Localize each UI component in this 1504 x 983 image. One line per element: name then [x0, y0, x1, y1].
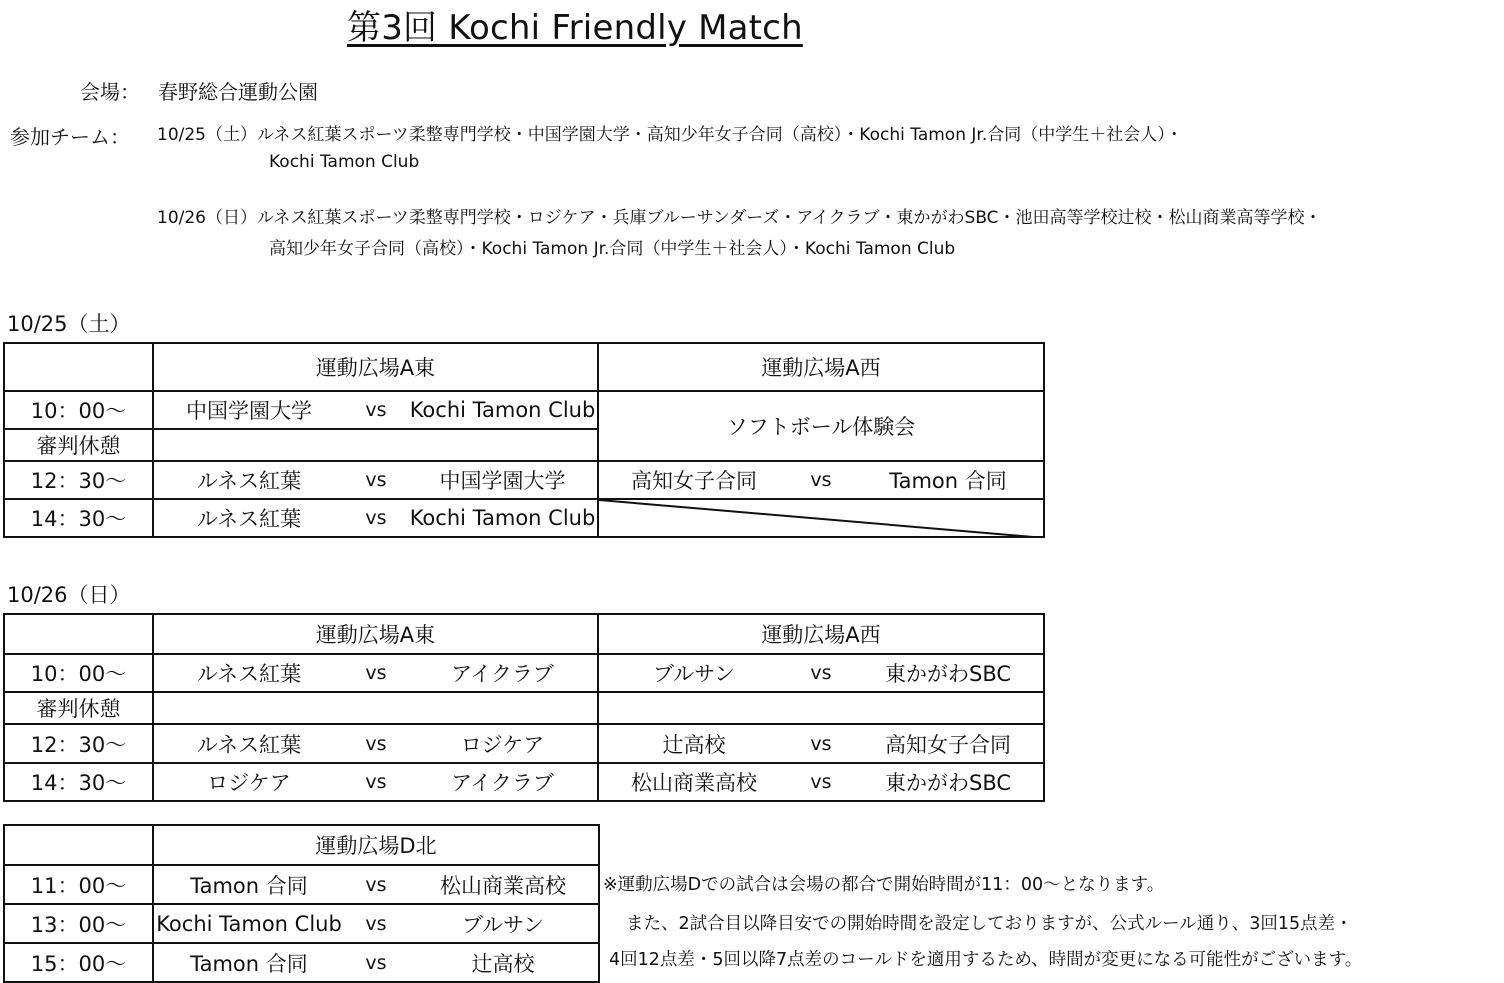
time-cell: 14：30～ — [4, 499, 153, 537]
match-cell — [153, 499, 598, 537]
match-cell — [153, 461, 598, 499]
vs-label: vs — [365, 912, 387, 935]
match-cell — [598, 654, 1044, 692]
team-away: ロジケア — [460, 732, 545, 757]
note-line: 4回12点差・5回以降7点差のコールドを適用するため、時間が変更になる可能性がございます。 — [609, 950, 1363, 970]
note-line: ※運動広場Dでの試合は会場の都合で開始時間が11：00～となります。 — [603, 875, 1165, 895]
day2-schedule-table — [3, 613, 1045, 802]
header-field-d-north: 運動広場D北 — [153, 825, 599, 865]
team-away: ブルサン — [461, 912, 545, 937]
time-cell: 10：00～ — [4, 654, 153, 692]
day2-field-d-table — [3, 824, 600, 983]
team-away: Kochi Tamon Club — [409, 398, 596, 422]
vs-label: vs — [365, 662, 387, 684]
team-home: Tamon 合同 — [190, 873, 308, 898]
corner-cell — [4, 343, 153, 391]
empty-cell — [153, 429, 598, 461]
team-home: 松山商業高校 — [631, 771, 757, 795]
header-field-a-west: 運動広場A西 — [598, 614, 1044, 654]
softball-event-cell: ソフトボール体験会 — [598, 391, 1044, 461]
empty-cell — [153, 692, 598, 724]
vs-label: vs — [365, 399, 387, 421]
team-home: ロジケア — [207, 771, 291, 795]
participants-line: 10/26（日）ルネス紅葉スポーツ柔整専門学校・ロジケア・兵庫ブルーサンダーズ・アイクラブ・東かがわSBC・池田高等学校辻校・松山商業高等学校・ — [157, 208, 1322, 228]
header-field-a-east: 運動広場A東 — [153, 343, 598, 391]
page-title: 第3回 Kochi Friendly Match — [347, 8, 803, 48]
match-cell — [153, 904, 599, 943]
day1-schedule-table — [3, 342, 1045, 538]
match-cell — [153, 654, 598, 692]
match-cell — [598, 724, 1044, 763]
team-away: Kochi Tamon Club — [409, 506, 596, 530]
corner-cell — [4, 614, 153, 654]
team-home: ルネス紅葉 — [196, 469, 302, 493]
team-home: ブルサン — [652, 662, 736, 686]
match-cell — [153, 391, 598, 429]
match-cell — [598, 763, 1044, 801]
break-cell: 審判休憩 — [4, 429, 153, 461]
note-line: また、2試合目以降目安での開始時間を設定しておりますが、公式ルール通り、3回15点差・ — [626, 914, 1353, 934]
empty-cell — [598, 692, 1044, 724]
match-cell — [598, 461, 1044, 499]
time-cell: 12：30～ — [4, 461, 153, 499]
vs-label: vs — [810, 732, 832, 755]
time-cell: 13：00～ — [4, 904, 153, 943]
team-home: ルネス紅葉 — [196, 662, 302, 686]
participants-line: 高知少年女子合同（高校）・Kochi Tamon Jr.合同（中学生＋社会人）・Kochi Tamon Club — [269, 239, 956, 259]
team-away: 辻高校 — [471, 951, 535, 976]
vs-label: vs — [810, 662, 832, 684]
time-cell: 12：30～ — [4, 724, 153, 763]
time-cell: 15：00～ — [4, 943, 153, 982]
time-cell: 10：00～ — [4, 391, 153, 429]
team-away: アイクラブ — [451, 771, 554, 795]
team-home: ルネス紅葉 — [196, 507, 302, 531]
day1-label: 10/25（土） — [7, 312, 131, 336]
venue-value: 春野総合運動公園 — [158, 80, 318, 104]
vs-label: vs — [365, 951, 387, 974]
match-cell — [153, 724, 598, 763]
team-away: 東かがわSBC — [884, 771, 1012, 795]
team-home: Tamon 合同 — [190, 951, 308, 976]
team-home: 高知女子合同 — [631, 469, 757, 493]
diagonal-line — [599, 500, 1044, 537]
vs-label: vs — [365, 469, 387, 491]
venue-label: 会場： — [80, 80, 140, 104]
vs-label: vs — [810, 771, 832, 793]
participants-line: Kochi Tamon Club — [269, 152, 420, 172]
vs-label: vs — [810, 469, 832, 491]
match-cell — [153, 943, 599, 982]
team-home: 中国学園大学 — [186, 399, 312, 423]
participants-line: 10/25（土）ルネス紅葉スポーツ柔整専門学校・中国学園大学・高知少年女子合同（高校）・Kochi Tamon Jr.合同（中学生＋社会人）・ — [157, 125, 1183, 145]
day2-label: 10/26（日） — [7, 583, 131, 607]
break-cell: 審判休憩 — [4, 692, 153, 724]
team-away: 中国学園大学 — [439, 469, 566, 493]
team-away: Tamon 合同 — [889, 469, 1007, 493]
vs-label: vs — [365, 873, 387, 896]
match-cell — [153, 865, 599, 904]
time-cell: 11：00～ — [4, 865, 153, 904]
header-field-a-east: 運動広場A東 — [153, 614, 598, 654]
team-home: 辻高校 — [662, 732, 726, 757]
team-away: アイクラブ — [451, 662, 554, 686]
time-cell: 14：30～ — [4, 763, 153, 801]
vs-label: vs — [365, 771, 387, 793]
participants-label: 参加チーム： — [10, 125, 130, 149]
vs-label: vs — [365, 732, 387, 755]
corner-cell — [4, 825, 153, 865]
team-away: 松山商業高校 — [440, 873, 566, 898]
vs-label: vs — [365, 507, 387, 529]
team-away: 東かがわSBC — [884, 662, 1012, 686]
match-cell — [153, 763, 598, 801]
no-match-cell — [598, 499, 1044, 537]
team-home: Kochi Tamon Club — [156, 911, 342, 936]
team-home: ルネス紅葉 — [196, 732, 302, 757]
team-away: 高知女子合同 — [885, 732, 1011, 757]
header-field-a-west: 運動広場A西 — [598, 343, 1044, 391]
